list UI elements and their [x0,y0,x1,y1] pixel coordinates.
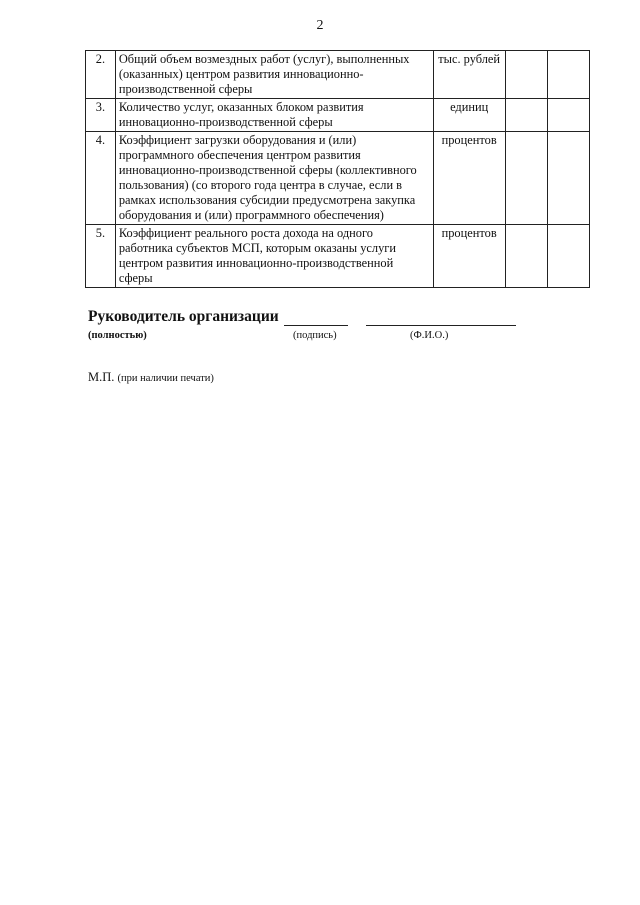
row-unit: единиц [433,99,505,132]
stamp-line [88,370,214,385]
table-row [86,225,590,288]
row-description: Коэффициент загрузки оборудования и (или) программного обеспечения центром развития инновационно-производственной сферы (коллективного пользования) (со второго года центра в случае, если в рамках использования субсидии предусмотрена закупка оборудования и (или) программного обеспечения) [115,132,433,225]
value-cell [547,51,589,99]
value-cell [505,51,547,99]
row-number: 2. [86,51,116,99]
value-cell [547,99,589,132]
value-cell [505,225,547,288]
page-number: 2 [316,18,324,33]
caption-signature: (подпись) [293,330,337,341]
caption-full: (полностью) [88,330,147,341]
row-number: 3. [86,99,116,132]
caption-fio: (Ф.И.О.) [410,330,449,341]
name-line [366,311,516,326]
stamp-note: (при наличии печати) [117,373,214,384]
row-unit: тыс. рублей [433,51,505,99]
table-row [86,51,590,99]
row-description: Общий объем возмездных работ (услуг), выполненных (оказанных) центром развития инновационно-производственной сферы [115,51,433,99]
row-number: 5. [86,225,116,288]
row-description: Коэффициент реального роста дохода на одного работника субъектов МСП, которым оказаны услуги центром развития инновационно-производственной сферы [115,225,433,288]
table-row [86,132,590,225]
value-cell [547,225,589,288]
table-row [86,99,590,132]
signature-line [284,311,348,326]
value-cell [505,99,547,132]
value-cell [505,132,547,225]
row-number: 4. [86,132,116,225]
row-unit: процентов [433,225,505,288]
signature-title: Руководитель организации [88,308,279,325]
indicators-table [85,50,590,288]
row-description: Количество услуг, оказанных блоком развития инновационно-производственной сферы [115,99,433,132]
row-unit: процентов [433,132,505,225]
stamp-label: М.П. [88,370,115,384]
value-cell [547,132,589,225]
